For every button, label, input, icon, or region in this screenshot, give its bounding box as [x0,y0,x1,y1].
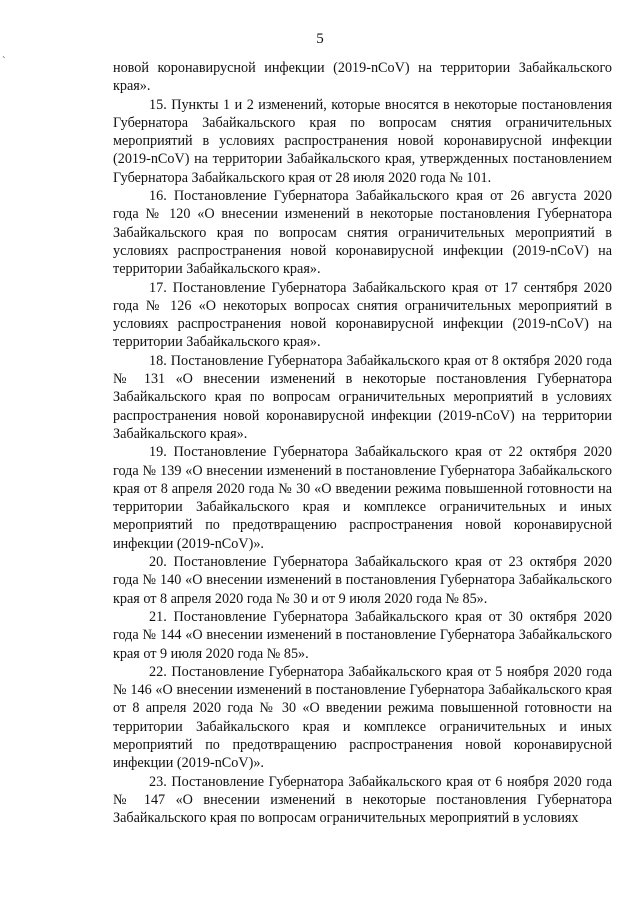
document-body [113,59,612,827]
paragraph-item-21: 21. Постановление Губернатора Забайкальского края от 30 октября 2020 года № 144 «О внесении изменений в постановление Губернатора Забайкальского края от 9 июля 2020 года № 85». [113,608,612,662]
scan-mark: ` [2,55,6,67]
paragraph-item-20: 20. Постановление Губернатора Забайкальского края от 23 октября 2020 года № 140 «О внесении изменений в постановления Губернатора Забайкальского края от 8 апреля 2020 года № 30 и от 9 июля 2020 года № 85». [113,554,612,607]
paragraph-item-16: 16. Постановление Губернатора Забайкальского края от 26 августа 2020 года № 120 «О внесении изменений в некоторые постановления Губернатора Забайкальского края по вопросам снятия ограничительных мероприятий в условиях распространения новой коронавирусной инфекции (2019-nCoV) на территории Забайкальского края». [113,188,612,278]
paragraph-item-15: 15. Пункты 1 и 2 изменений, которые вносятся в некоторые постановления Губернатора Забайкальского края по вопросам снятия ограничительных мероприятий в условиях распространения новой коронавирусной инфекции (2019-nCoV) на территории Забайкальского края, утвержденных постановлением Губернатора Забайкальского края от 28 июля 2020 года № 101. [113,96,612,186]
paragraph-item-23: 23. Постановление Губернатора Забайкальского края от 6 ноября 2020 года № 147 «О внесении изменений в некоторые постановления Губернатора Забайкальского края по вопросам ограничительных мероприятий в условиях [113,773,612,827]
paragraph-item-18: 18. Постановление Губернатора Забайкальского края от 8 октября 2020 года № 131 «О внесении изменений в некоторые постановления Губернатора Забайкальского края по вопросам ограничительных мероприятий в условиях распространения новой коронавирусной инфекции (2019-nCoV) на территории Забайкальского края». [113,352,612,442]
paragraph-item-17: 17. Постановление Губернатора Забайкальского края от 17 сентября 2020 года № 126 «О некоторых вопросах снятия ограничительных мероприятий в условиях распространения новой коронавирусной инфекции (2019-nCoV) на территории Забайкальского края». [113,279,612,351]
paragraph-item-19: 19. Постановление Губернатора Забайкальского края от 22 октября 2020 года № 139 «О внесении изменений в постановление Губернатора Забайкальского края от 8 апреля 2020 года № 30 «О введении режима повышенной готовности на территории Забайкальского края и комплексе ограничительных и иных мероприятий по предотвращению распространения новой коронавирусной инфекции (2019-nCoV)». [113,444,612,552]
paragraph-continuation: новой коронавирусной инфекции (2019-nCoV) на территории Забайкальского края». [113,60,612,95]
page-number: 5 [316,31,324,47]
paragraph-item-22: 22. Постановление Губернатора Забайкальского края от 5 ноября 2020 года № 146 «О внесении изменений в постановление Губернатора Забайкальского края от 8 апреля 2020 года № 30 «О введении режима повышенной готовности на территории Забайкальского края и комплексе ограничительных и иных мероприятий по предотвращению распространения новой коронавирусной инфекции (2019-nCoV)». [113,663,612,772]
